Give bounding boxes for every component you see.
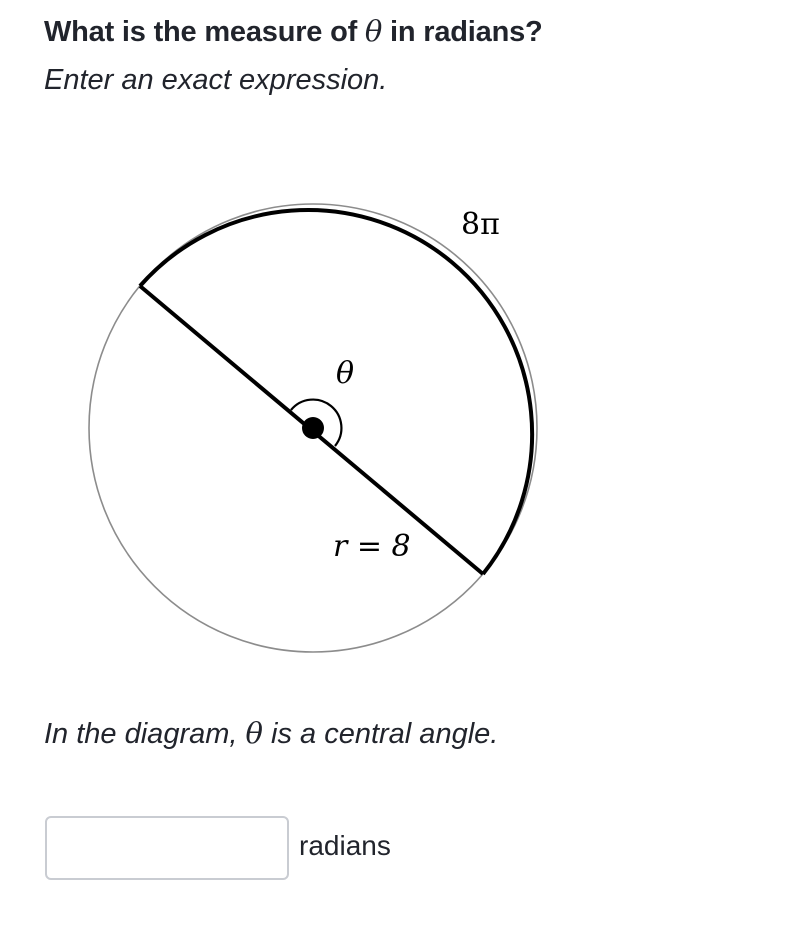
highlighted-arc xyxy=(140,210,532,574)
question-instruction: Enter an exact expression. xyxy=(44,64,388,96)
radius-label: r = 8 xyxy=(333,529,411,564)
unit-label: radians xyxy=(299,830,391,861)
theta-symbol: θ xyxy=(364,14,383,48)
question-title-text-before: What is the measure of xyxy=(44,16,365,48)
center-point xyxy=(302,417,324,439)
angle-label: θ xyxy=(336,356,355,391)
diagram-note-text-before: In the diagram, xyxy=(44,718,246,750)
diagram-note-text-after: is a central angle. xyxy=(262,718,499,750)
theta-symbol: θ xyxy=(245,716,263,750)
question-title-text-after: in radians? xyxy=(382,16,543,48)
diagram-note xyxy=(44,716,498,751)
answer-input[interactable] xyxy=(45,816,289,880)
arc-length-label: 8π xyxy=(461,207,500,242)
